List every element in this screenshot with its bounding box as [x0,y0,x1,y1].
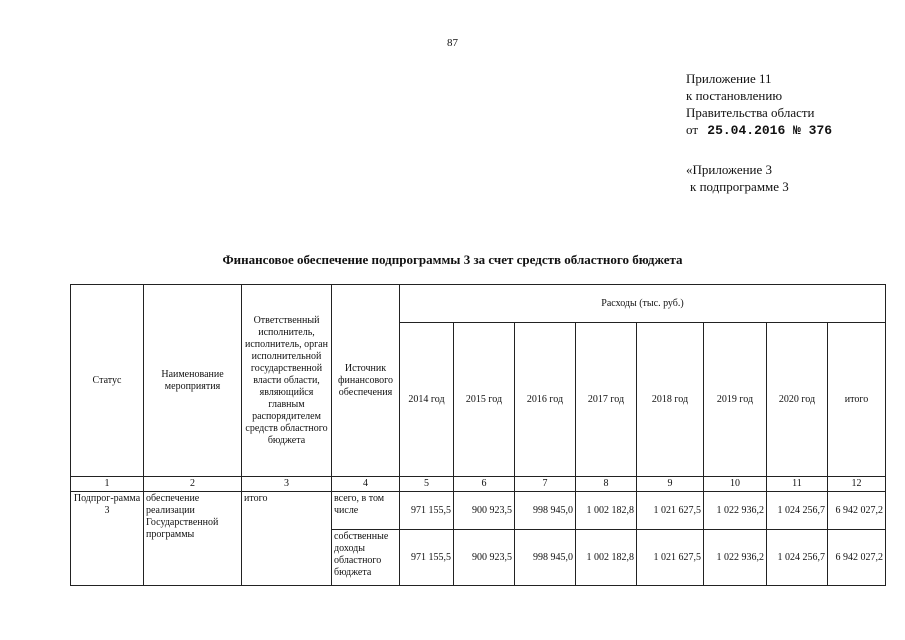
appendix-line-1: Приложение 11 [686,71,772,86]
row-value: 1 024 256,7 [767,530,828,586]
column-number: 2 [144,477,242,492]
column-number: 9 [637,477,704,492]
row-value: 971 155,5 [400,492,454,530]
appendix-date-line [686,121,832,139]
appendix-date-stamp: 25.04.2016 № 376 [707,123,833,138]
table-row [71,492,886,530]
header-total: итого [828,323,886,477]
appendix-block [686,70,832,139]
appendix2-line-1: «Приложение 3 [686,162,773,177]
page-number: 87 [447,37,458,49]
column-number: 10 [704,477,767,492]
header-source: Источник финансового обеспечения [332,285,400,477]
column-number: 4 [332,477,400,492]
row-value: 1 002 182,8 [576,530,637,586]
column-number: 8 [576,477,637,492]
header-status: Статус [71,285,144,477]
row-total: 6 942 027,2 [828,530,886,586]
header-expenses: Расходы (тыс. руб.) [400,285,886,323]
header-year: 2015 год [454,323,515,477]
row-value: 1 021 627,5 [637,492,704,530]
column-number: 11 [767,477,828,492]
header-row-1 [71,285,886,323]
row-value: 1 021 627,5 [637,530,704,586]
appendix2-line-2: к подпрограмме 3 [690,179,789,194]
row-value: 900 923,5 [454,530,515,586]
appendix-line-2: к постановлению [686,88,783,103]
column-number: 5 [400,477,454,492]
row-executor: итого [242,492,332,586]
header-name: Наименование мероприятия [144,285,242,477]
row-value: 971 155,5 [400,530,454,586]
appendix-date-prefix: от [686,122,699,137]
row-total: 6 942 027,2 [828,492,886,530]
header-year: 2016 год [515,323,576,477]
row-value: 1 002 182,8 [576,492,637,530]
row-source: собственные доходы областного бюджета [332,530,400,586]
row-name: обеспечение реализации Государственной программы [144,492,242,586]
row-value: 1 024 256,7 [767,492,828,530]
column-number: 7 [515,477,576,492]
column-number: 1 [71,477,144,492]
header-year: 2020 год [767,323,828,477]
row-source: всего, в том числе [332,492,400,530]
header-year: 2019 год [704,323,767,477]
appendix-line-3: Правительства области [686,105,815,120]
row-value: 900 923,5 [454,492,515,530]
header-year: 2018 год [637,323,704,477]
column-number: 3 [242,477,332,492]
row-value: 998 945,0 [515,530,576,586]
row-value: 1 022 936,2 [704,492,767,530]
row-value: 998 945,0 [515,492,576,530]
row-value: 1 022 936,2 [704,530,767,586]
column-number: 6 [454,477,515,492]
header-year: 2017 год [576,323,637,477]
row-status: Подпрог-рамма 3 [71,492,144,586]
header-year: 2014 год [400,323,454,477]
column-number-row [71,477,886,492]
finance-table [70,284,886,586]
appendix2-block [686,161,789,195]
header-executor: Ответственный исполнитель, исполнитель, орган исполнительной государственной власти области, являющийся главным распорядителем средств областного бюджета [242,285,332,477]
document-title: Финансовое обеспечение подпрограммы 3 за счет средств областного бюджета [222,252,683,267]
column-number: 12 [828,477,886,492]
